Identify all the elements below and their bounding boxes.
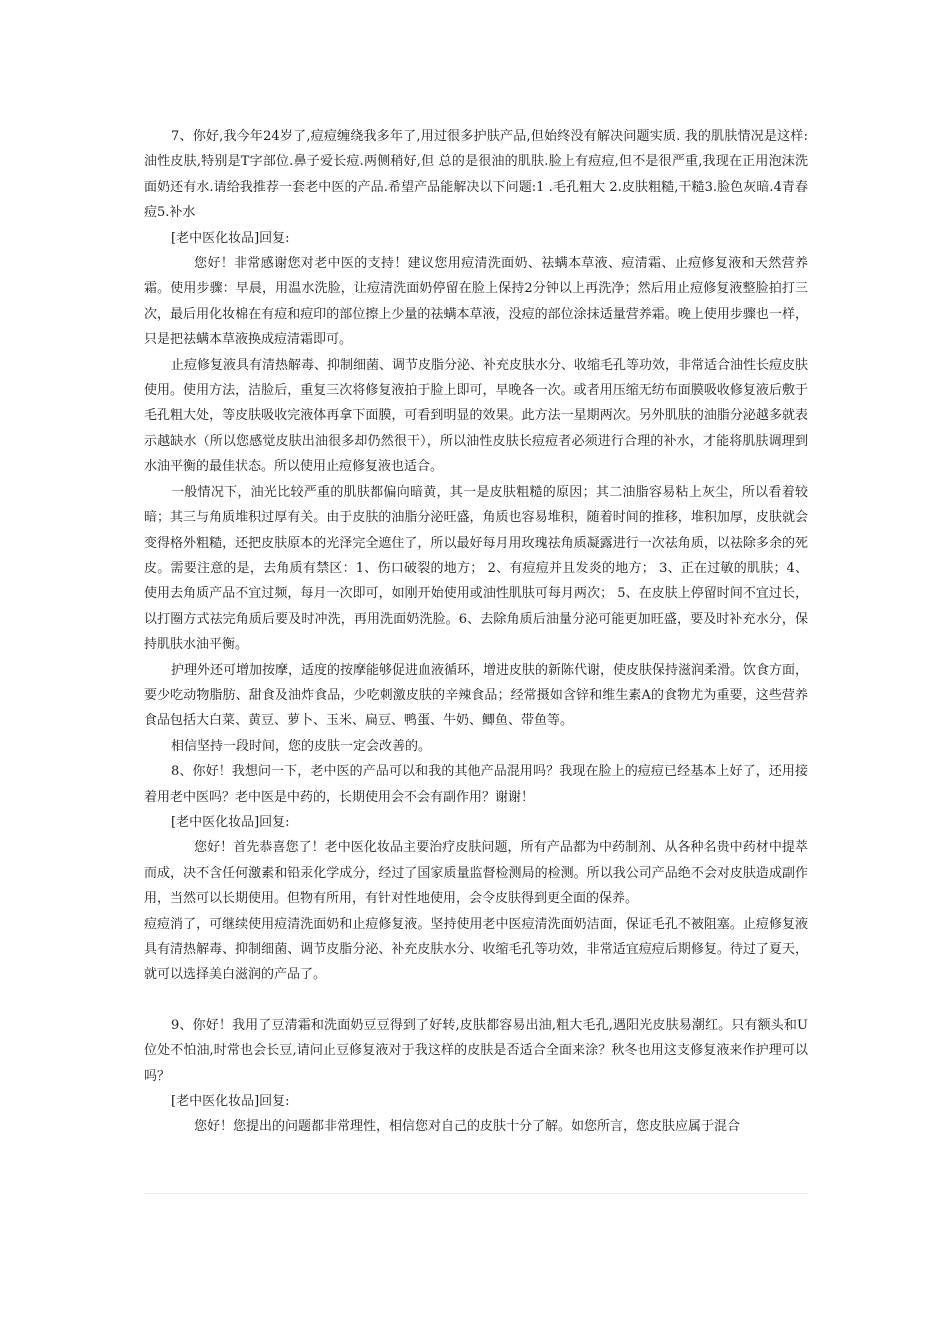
reply-7-paragraph-3: 一般情况下，油光比较严重的肌肤都偏向暗黄，其一是皮肤粗糙的原因；其二油脂容易粘上灰尘，所以看着较暗；其三与角质堆积过厚有关。由于皮肤的油脂分泌旺盛，角质也容易堆积，随着时间的推移，堆积加厚，皮肤就会变得格外粗糙，还把皮肤原本的光泽完全遮住了，所以最好每月用玫瑰祛角质凝露进行一次祛角质，以祛除多余的死皮。需要注意的是，去角质有禁区：1、伤口破裂的地方； 2、有痘痘并且发炎的地方； 3、正在过敏的肌肤；4、使用去角质产品不宜过频，每月一次即可，如刚开始使用或油性肌肤可每月两次； 5、在皮肤上停留时间不宜过长，以打圈方式祛完角质后要及时冲洗，再用洗面奶洗脸。6、去除角质后油量分泌可能更加旺盛，要及时补充水分，保持肌肤水油平衡。 [144,484,808,653]
paragraph-spacer [144,988,808,1013]
reply-heading-8: [老中医化妆品]回复: [171,814,290,830]
page-divider [144,1193,808,1194]
document-body [144,124,808,1140]
reply-8-paragraph-2: 痘痘消了，可继续使用痘清洗面奶和止痘修复液。坚持使用老中医痘清洗面奶洁面，保证毛孔不被阻塞。止痘修复液具有清热解毒、抑制细菌、调节皮脂分泌、补充皮肤水分、收缩毛孔等功效，非常适宜痘痘后期修复。待过了夏天，就可以选择美白滋润的产品了。 [144,916,808,983]
question-8: 8、你好！我想问一下，老中医的产品可以和我的其他产品混用吗？我现在脸上的痘痘已经基本上好了，还用接着用老中医吗？老中医是中药的，长期使用会不会有副作用？谢谢！ [144,764,808,805]
reply-7-paragraph-4: 护理外还可增加按摩，适度的按摩能够促进血液循环，增进皮肤的新陈代谢，使皮肤保持滋润柔滑。饮食方面，要少吃动物脂肪、甜食及油炸食品，少吃刺激皮肤的辛辣食品；经常摄如含锌和维生素A的食物尤为重要，这些营养食品包括大白菜、黄豆、萝卜、玉米、扁豆、鸭蛋、牛奶、鲫鱼、带鱼等。 [144,662,809,729]
reply-heading-7: [老中医化妆品]回复: [171,230,290,246]
reply-7-paragraph-1: 您好！非常感谢您对老中医的支持！建议您用痘清洗面奶、祛螨本草液、痘清霜、止痘修复液和天然营养霜。使用步骤：早晨，用温水洗脸，让痘清洗面奶停留在脸上保持2分钟以上再洗净；然后用止痘修复液整脸拍打三次，最后用化妆棉在有痘和痘印的部位擦上少量的祛螨本草液，没痘的部位涂抹适量营养霜。晚上使用步骤也一样，只是把祛螨本草液换成痘清霜即可。 [144,256,808,348]
question-7: 7、你好,我今年24岁了,痘痘缠绕我多年了,用过很多护肤产品,但始终没有解决问题实质. 我的肌肤情况是这样:油性皮肤,特别是T字部位.鼻子爱长痘.两侧稍好,但 总的是很油的肌肤.脸上有痘痘,但不是很严重,我现在正用泡沫洗面奶还有水.请给我推荐一套老中医的产品.希望产品能解决以下问题:1 .毛孔粗大 2.皮肤粗糙,干糙3.脸色灰暗.4青春痘5.补水 [144,129,808,221]
question-9: 9、你好！我用了豆清霜和洗面奶豆豆得到了好转,皮肤都容易出油,粗大毛孔,遇阳光皮肤易潮红。只有额头和U位处不怕油,时常也会长豆,请问止豆修复液对于我这样的皮肤是否适合全面来涂？秋冬也用这支修复液来作护理可以吗？ [144,1017,808,1084]
reply-heading-9: [老中医化妆品]回复: [171,1094,290,1110]
reply-9-paragraph-1: 您好！您提出的问题都非常理性，相信您对自己的皮肤十分了解。如您所言，您皮肤应属于混合 [194,1119,741,1135]
reply-8-paragraph-1: 您好！首先恭喜您了！老中医化妆品主要治疗皮肤问题，所有产品都为中药制剂、从各种名贵中药材中提萃而成，决不含任何激素和铅汞化学成分，经过了国家质量监督检测局的检测。所以我公司产品绝不会对皮肤造成副作用，当然可以长期使用。但物有所用，有针对性地使用，会令皮肤得到更全面的保养。 [144,840,808,907]
reply-7-paragraph-2: 止痘修复液具有清热解毒、抑制细菌、调节皮脂分泌、补充皮肤水分、收缩毛孔等功效，非常适合油性长痘皮肤使用。使用方法，洁脸后，重复三次将修复液拍于脸上即可，早晚各一次。或者用压缩无纺布面膜吸收修复液后敷于毛孔粗大处，等皮肤吸收完液体再拿下面膜，可看到明显的效果。此方法一星期两次。另外肌肤的油脂分泌越多就表示越缺水（所以您感觉皮肤出油很多却仍然很干），所以油性皮肤长痘痘者必须进行合理的补水，才能将肌肤调理到水油平衡的最佳状态。所以使用止痘修复液也适合。 [144,357,809,475]
reply-7-closing: 相信坚持一段时间，您的皮肤一定会改善的。 [171,738,432,754]
